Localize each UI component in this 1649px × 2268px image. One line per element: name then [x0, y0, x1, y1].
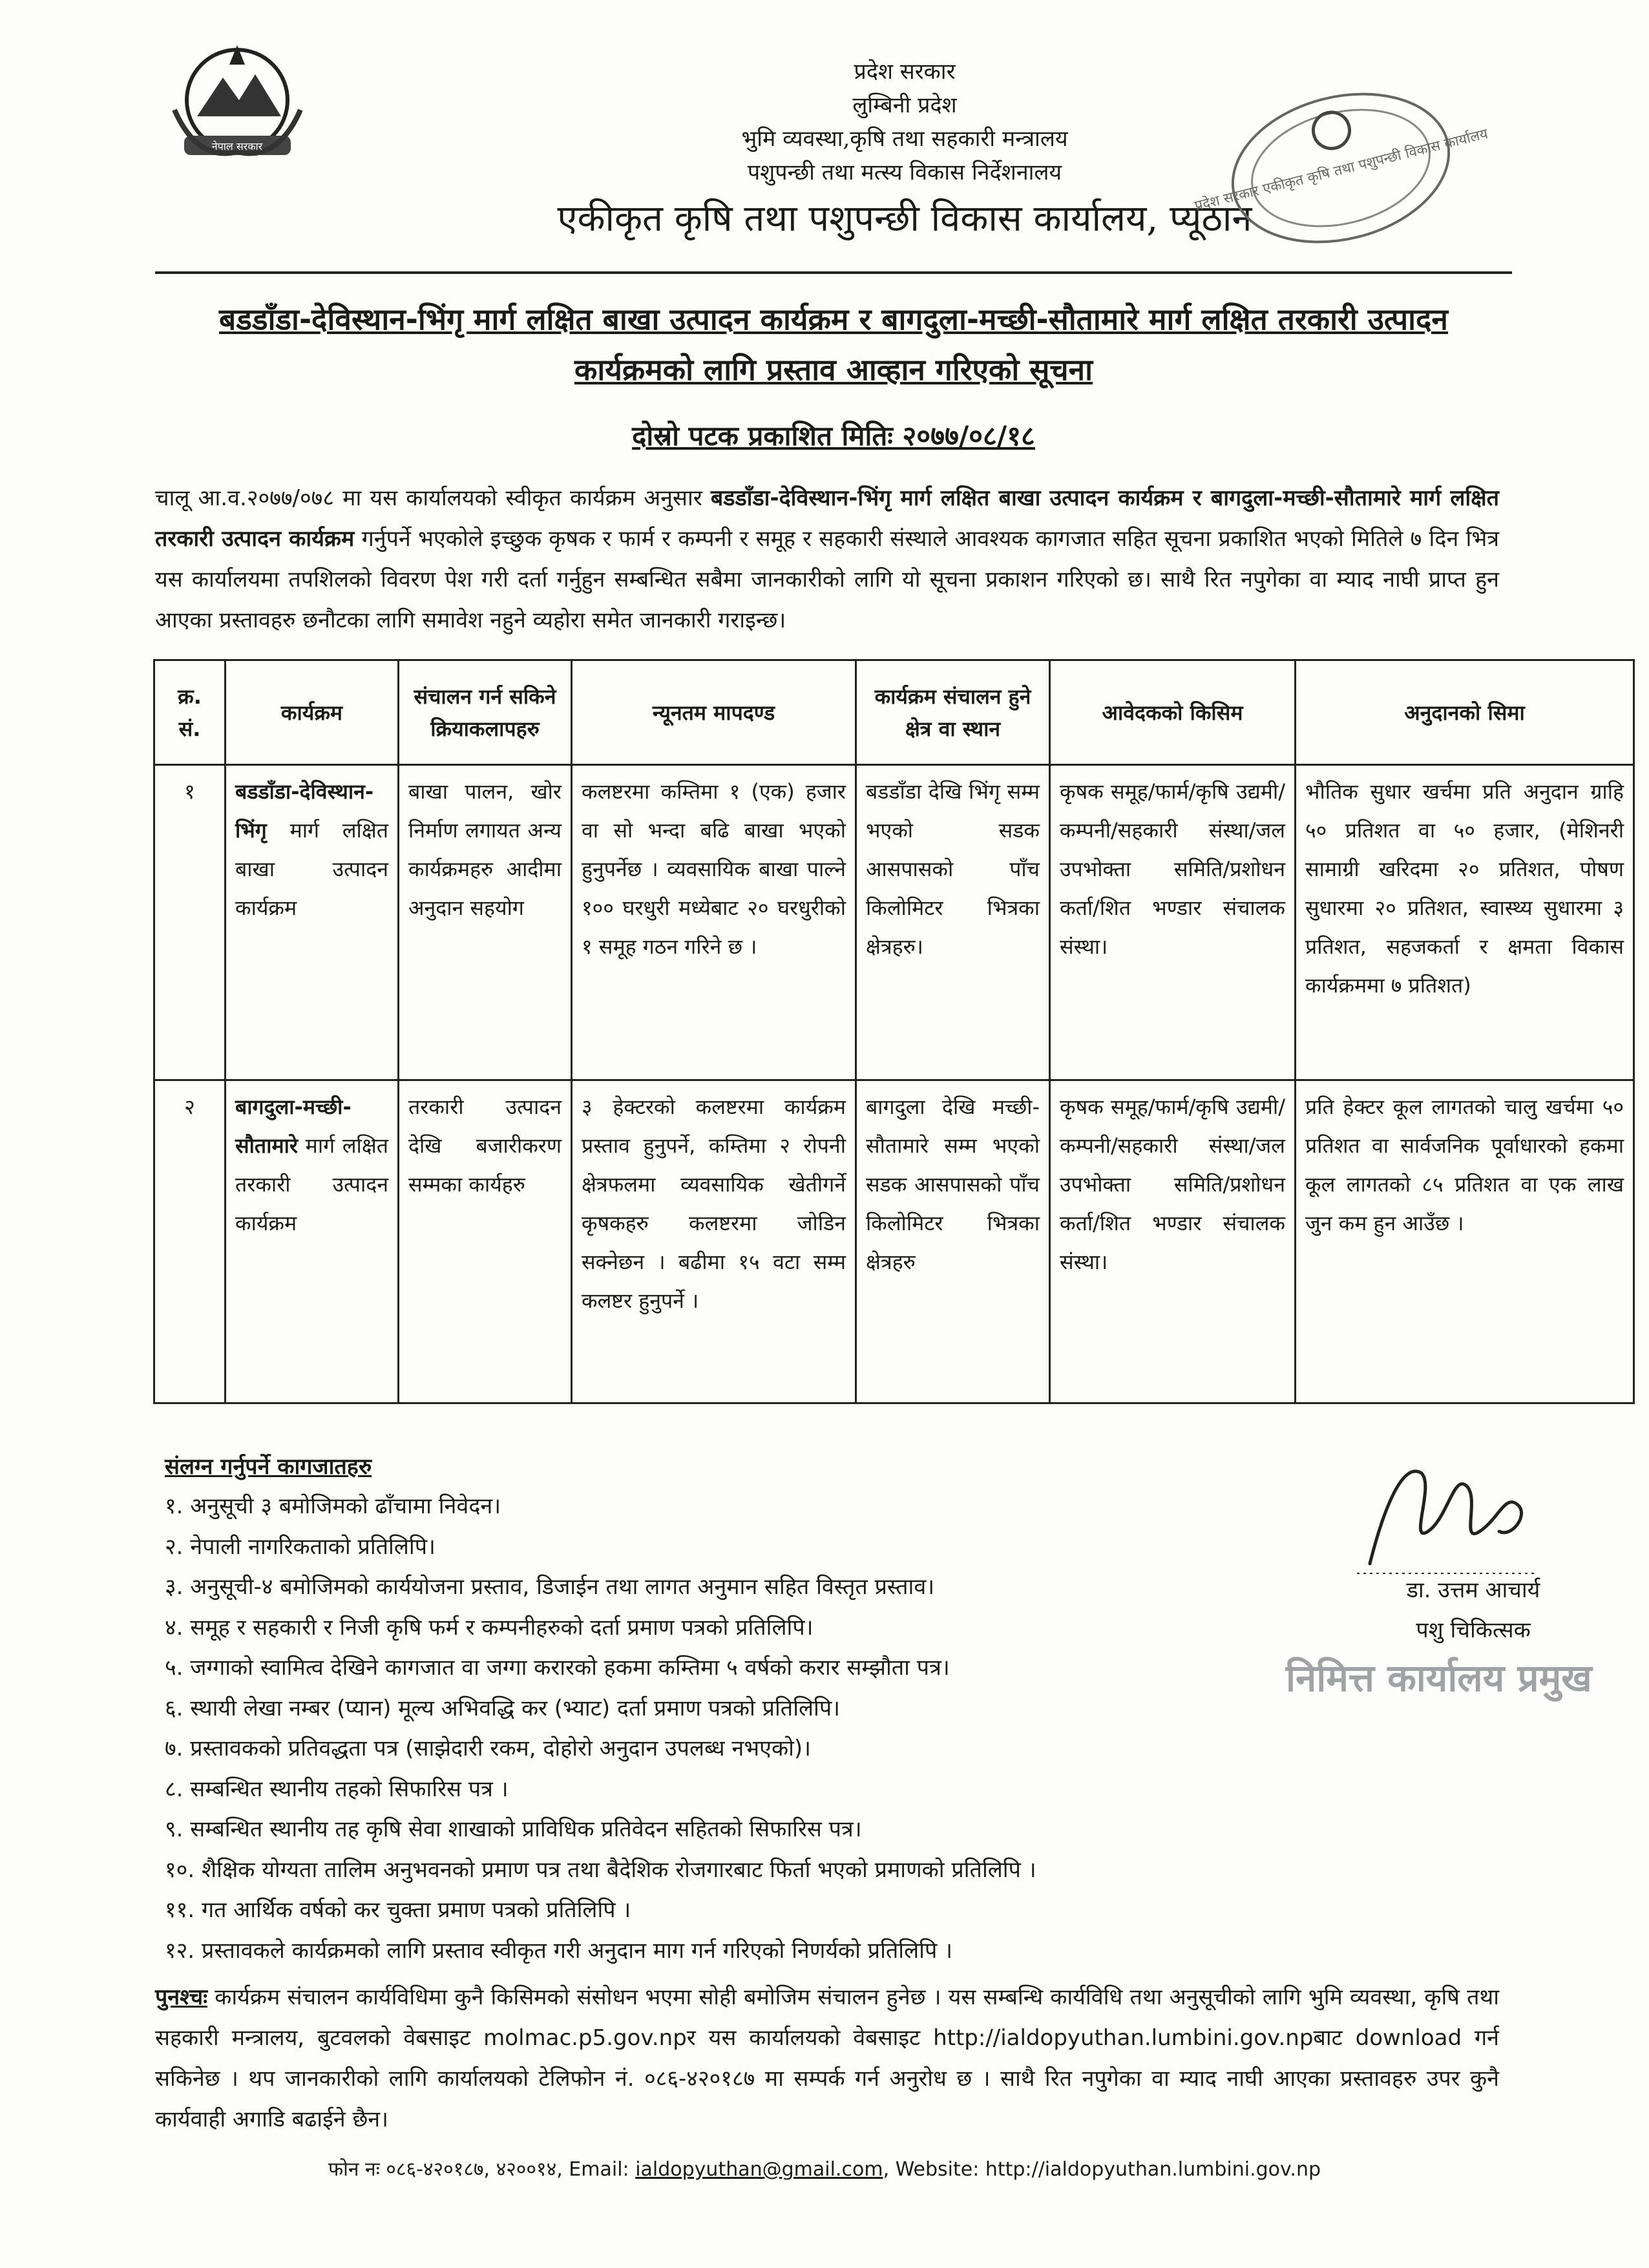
attachments-heading: संलग्न गर्नुपर्ने कागजातहरु — [165, 1454, 372, 1480]
intro-post: गर्नुपर्ने भएकोले इच्छुक कृषक र फार्म र कम्पनी र समूह र सहकारी संस्थाले आवश्यक कागजात सहित सूचना प्रकाशित भएको मितिले ७ दिन भित्र यस कार्यालयमा तपशिलको विवरण पेश गरी दर्ता गर्नुहुन सम्बन्धित सबैमा जानकारीको लागि यो सूचना प्रकाशन गरिएको छ। साथै रित नपुगेका वा म्याद नाघी प्राप्त हुन आएका प्रस्तावहरु छनौटका लागि समावेश नहुने व्यहोरा समेत जानकारी गराइन्छ। — [155, 526, 1499, 633]
footer-contact — [0, 2155, 1649, 2181]
footer-email-link[interactable]: ialdopyuthan@gmail.com — [635, 2158, 883, 2181]
list-item: ३. अनुसूची-४ बमोजिमको कार्ययोजना प्रस्ताव, डिजाईन तथा लागत अनुमान सहित विस्तृत प्रस्ताव। — [165, 1574, 935, 1600]
list-item: ८. सम्बन्धित स्थानीय तहको सिफारिस पत्र । — [165, 1776, 509, 1802]
list-item: १२. प्रस्तावकले कार्यक्रमको लागि प्रस्ताव स्वीकृत गरी अनुदान माग गर्न गरिएको निणर्यको प्रतिलिपि । — [165, 1937, 952, 1964]
letterhead-line-3: भुमि व्यवस्था,कृषि तथा सहकारी मन्त्रालय — [741, 126, 1068, 152]
list-item: ५. जग्गाको स्वामित्व देखिने कागजात वा जग्गा करारको हकमा कम्तिमा ५ वर्षको करार सम्झौता पत्र। — [165, 1655, 950, 1681]
cell-sn: २ — [154, 1080, 226, 1403]
col-header-area: कार्यक्रम संचालन हुने क्षेत्र वा स्थान — [856, 660, 1050, 765]
footer-phone: फोन नः ०८६-४२०१८७, ४२००१४, — [328, 2158, 563, 2181]
program-desc: मार्ग लक्षित बाखा उत्पादन कार्यक्रम — [235, 818, 388, 920]
list-item: ७. प्रस्तावकको प्रतिवद्धता पत्र (साझेदारी रकम, दोहोरो अनुदान उपलब्ध नभएको)। — [165, 1736, 812, 1761]
nepal-emblem-icon — [158, 39, 317, 168]
letterhead-line-2: लुम्बिनी प्रदेश — [852, 92, 957, 118]
list-item: १०. शैक्षिक योग्यता तालिम अनुभवनको प्रमाण पत्र तथा बैदेशिक रोजगारबाट फिर्ता भएको प्रमाणको प्रतिलिपि । — [165, 1856, 1036, 1883]
list-item: ६. स्थायी लेखा नम्बर (प्यान) मूल्य अभिवद्धि कर (भ्याट) दर्ता प्रमाण पत्रको प्रतिलिपि। — [165, 1695, 841, 1721]
emblem-caption: नेपाल सरकार — [211, 140, 263, 152]
cell-applicant: कृषक समूह/फार्म/कृषि उद्यमी/कम्पनी/सहकारी संस्था/जल उपभोक्ता समिति/प्रशोधन कर्ता/शित भण्डार संचालक संस्था। — [1050, 1080, 1296, 1403]
col-header-sn: क्र. सं. — [154, 660, 226, 765]
cell-program — [226, 1080, 399, 1403]
seal-text: प्रदेश सरकार एकीकृत कृषि तथा पशुपन्छी विकास कार्यालय — [1193, 125, 1490, 215]
col-header-activities: संचालन गर्न सकिने क्रियाकलापहरु — [399, 660, 572, 765]
list-item: ११. गत आर्थिक वर्षको कर चुक्ता प्रमाण पत्रको प्रतिलिपि । — [165, 1897, 631, 1923]
attachments-list — [165, 1486, 1328, 1971]
cell-sn: १ — [154, 765, 226, 1080]
program-name: बागदुला-मच्छी-सौतामारे — [235, 1095, 352, 1158]
cell-area: बडडाँडा देखि भिंगृ सम्म भएको सडक आसपासको पाँच किलोमिटर भित्रका क्षेत्रहरु। — [856, 765, 1050, 1080]
signatory-title: पशु चिकित्सक — [1416, 1617, 1531, 1643]
intro-bold: बडडाँडा-देविस्थान-भिंगृ मार्ग लक्षित बाखा उत्पादन कार्यक्रम र बागदुला-मच्छी-सौतामारे मार्ग लक्षित तरकारी उत्पादन कार्यक्रम — [155, 485, 1499, 552]
notice-title-line-2: कार्यक्रमको लागि प्रस्ताव आव्हान गरिएको सूचना — [574, 352, 1093, 387]
signatory-name: डा. उत्तम आचार्य — [1406, 1577, 1540, 1603]
col-header-program: कार्यक्रम — [226, 660, 399, 765]
list-item: ४. समूह र सहकारी र निजी कृषि फर्म र कम्पनीहरुको दर्ता प्रमाण पत्रको प्रतिलिपि। — [165, 1614, 814, 1641]
postscript — [155, 1977, 1499, 2140]
cell-criteria: कलष्टरमा कम्तिमा १ (एक) हजार वा सो भन्दा बढि बाखा भएको हुनुपर्नेछ । व्यवसायिक बाखा पाल्ने १०० घरधुरी मध्येबाट २० घरधुरीको १ समूह गठन गरिने छ । — [572, 765, 856, 1080]
publish-date: दोस्रो पटक प्रकाशित मितिः २०७७/०८/१८ — [632, 420, 1035, 452]
postscript-label: पुनश्चः — [155, 1984, 208, 2010]
col-header-applicant: आवेदकको किसिम — [1050, 660, 1296, 765]
notice-title-line-1: बडडाँडा-देविस्थान-भिंगृ मार्ग लक्षित बाखा उत्पादन कार्यक्रम र बागदुला-मच्छी-सौतामारे मार्ग लक्षित तरकारी उत्पादन — [219, 302, 1448, 337]
cell-activities: बाखा पालन, खोर निर्माण लगायत अन्य कार्यक्रमहरु आदीमा अनुदान सहयोग — [399, 765, 572, 1080]
footer-website-label: , Website: — [883, 2158, 980, 2181]
footer-website-link[interactable]: http://ialdopyuthan.lumbini.gov.np — [985, 2158, 1321, 2181]
notice-title — [168, 294, 1499, 395]
office-chief-stamp: निमित्त कार्यालय प्रमुख — [1286, 1656, 1592, 1700]
signatory-block — [1318, 1570, 1628, 1650]
cell-applicant: कृषक समूह/फार्म/कृषि उद्यमी/कम्पनी/सहकारी संस्था/जल उपभोक्ता समिति/प्रशोधन कर्ता/शित भण्डार संचालक संस्था। — [1050, 765, 1296, 1080]
table-header-row — [154, 660, 1634, 765]
program-name: बडडाँडा-देविस्थान-भिंगृ — [235, 779, 374, 843]
table-row — [154, 1080, 1634, 1403]
col-header-grant: अनुदानको सिमा — [1296, 660, 1634, 765]
table-row — [154, 765, 1634, 1080]
col-header-criteria: न्यूनतम मापदण्ड — [572, 660, 856, 765]
postscript-text: कार्यक्रम संचालन कार्यविधिमा कुनै किसिमको संसोधन भएमा सोही बमोजिम संचालन हुनेछ । यस सम्बन्धि कार्यविधि तथा अनुसूचीको लागि भुमि व्यवस्था, कृषि तथा सहकारी मन्त्रालय, बुटवलको वेबसाइट molmac.p5.gov.npर यस कार्यालयको वेबसाइट http://ialdopyuthan.lumbini.gov.npबाट download गर्न सकिनेछ । थप जानकारीको लागि कार्यालयको टेलिफोन नं. ०८६-४२०१८७ मा सम्पर्क गर्न अनुरोध छ । साथै रित नपुगेका वा म्याद नाघी आएका प्रस्तावहरु उपर कुनै कार्यवाही अगाडि बढाईने छैन। — [155, 1984, 1499, 2132]
cell-grant: भौतिक सुधार खर्चमा प्रति अनुदान ग्राहि ५० प्रतिशत वा ५० हजार, (मेशिनरी सामाग्री खरिदमा २० प्रतिशत, पोषण सुधारमा २० प्रतिशत, स्वास्थ्य सुधारमा ३ प्रतिशत, सहजकर्ता र क्षमता विकास कार्यक्रममा ७ प्रतिशत) — [1296, 765, 1634, 1080]
cell-activities: तरकारी उत्पादन देखि बजारीकरण सम्मका कार्यहरु — [399, 1080, 572, 1403]
cell-criteria: ३ हेक्टरको कलष्टरमा कार्यक्रम प्रस्ताव हुनुपर्ने, कम्तिमा २ रोपनी क्षेत्रफलमा व्यवसायिक खेतीगर्ने कृषकहरु कलष्टरमा जोडिन सक्नेछन । बढीमा १५ वटा सम्म कलष्टर हुनुपर्ने । — [572, 1080, 856, 1403]
list-item: १. अनुसूची ३ बमोजिमको ढाँचामा निवेदन। — [165, 1493, 501, 1519]
list-item: २. नेपाली नागरिकताको प्रतिलिपि। — [165, 1533, 436, 1560]
letterhead-line-1: प्रदेश सरकार — [854, 59, 956, 85]
program-desc: मार्ग लक्षित तरकारी उत्पादन कार्यक्रम — [235, 1133, 388, 1235]
office-seal-icon — [1193, 71, 1490, 265]
list-item: ९. सम्बन्धित स्थानीय तह कृषि सेवा शाखाको प्राविधिक प्रतिवेदन सहितको सिफारिस पत्र। — [165, 1816, 862, 1842]
signature-icon — [1344, 1434, 1551, 1590]
intro-paragraph — [155, 478, 1499, 641]
intro-pre: चालू आ.व.२०७७/०७८ मा यस कार्यालयको स्वीकृत कार्यक्रम अनुसार — [155, 485, 711, 511]
program-table — [153, 659, 1635, 1404]
cell-program — [226, 765, 399, 1080]
header-divider — [155, 271, 1512, 274]
cell-area: बागदुला देखि मच्छी-सौतामारे सम्म भएको सडक आसपासको पाँच किलोमिटर भित्रका क्षेत्रहरु — [856, 1080, 1050, 1403]
cell-grant: प्रति हेक्टर कूल लागतको चालु खर्चमा ५० प्रतिशत वा सार्वजनिक पूर्वाधारको हकमा कूल लागतको ८५ प्रतिशत वा एक लाख जुन कम हुन आउँछ । — [1296, 1080, 1634, 1403]
footer-email-label: Email: — [569, 2158, 629, 2181]
letterhead-line-4: पशुपन्छी तथा मत्स्य विकास निर्देशनालय — [747, 160, 1062, 185]
office-name: एकीकृत कृषि तथा पशुपन्छी विकास कार्यालय, प्यूठान — [557, 198, 1252, 240]
